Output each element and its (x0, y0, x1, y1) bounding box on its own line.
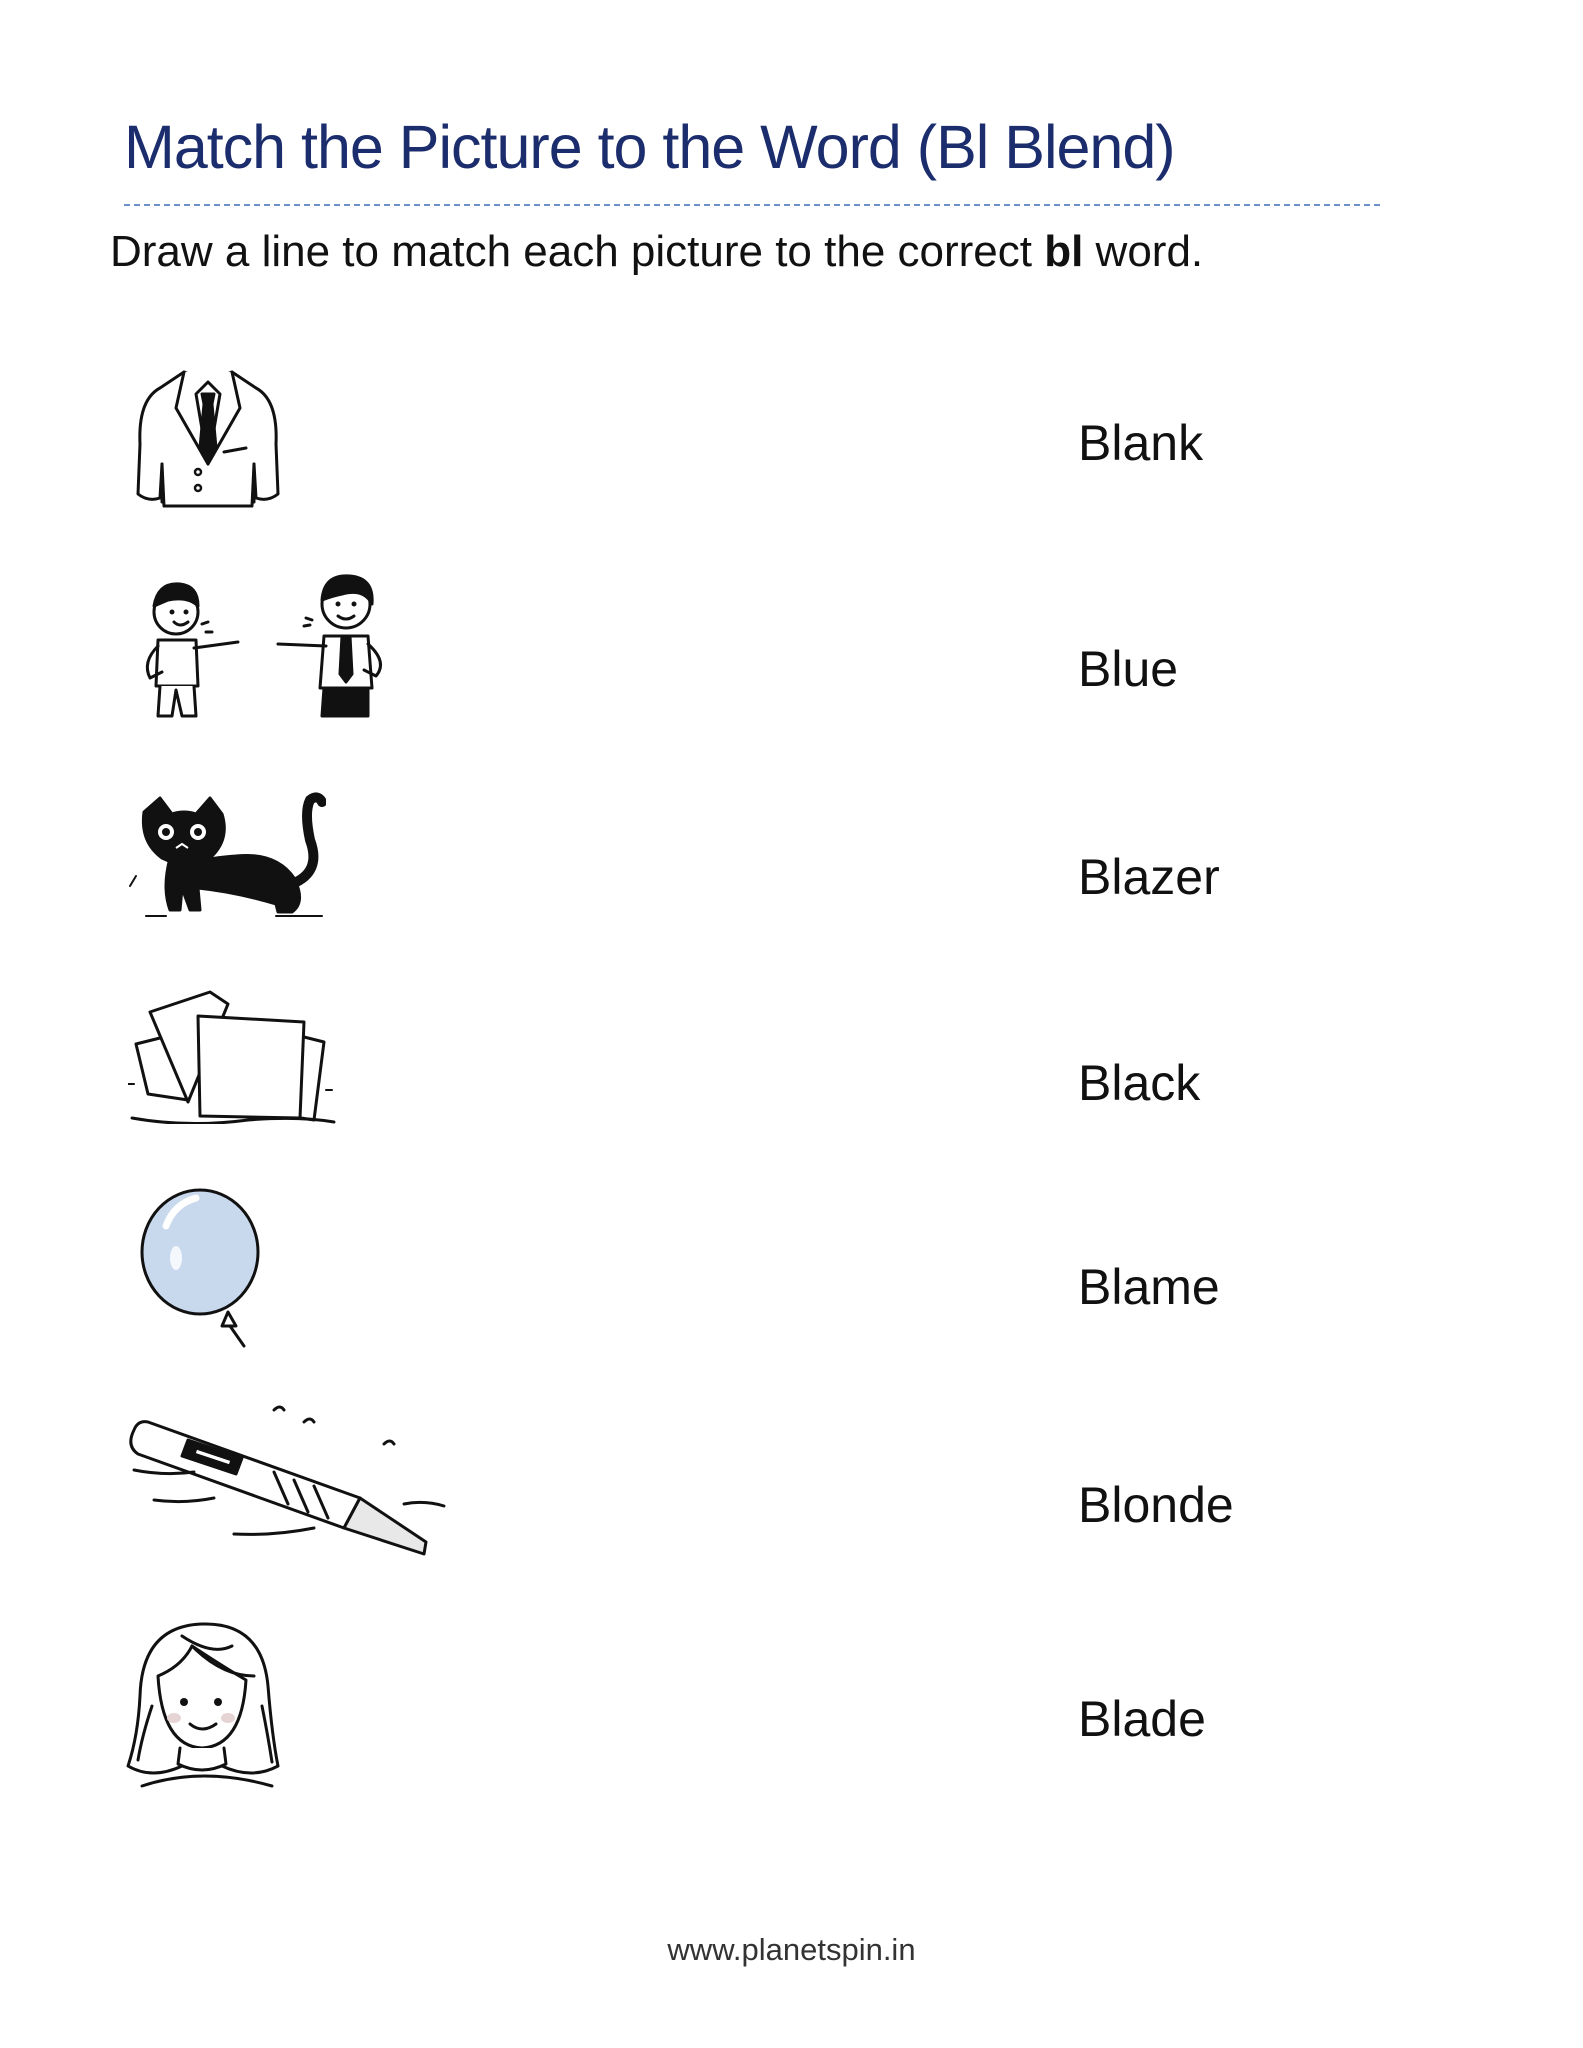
word-option[interactable]: Blame (1078, 1259, 1220, 1315)
picture-blame[interactable] (128, 566, 398, 726)
picture-blade[interactable] (124, 1400, 454, 1560)
worksheet-title: Match the Picture to the Word (Bl Blend) (124, 113, 1175, 181)
word-option[interactable]: Blank (1078, 415, 1204, 471)
picture-blank-paper[interactable] (128, 984, 338, 1124)
blazer-icon (128, 364, 288, 514)
word-option[interactable]: Blade (1078, 1691, 1206, 1747)
word-option[interactable]: Blazer (1078, 849, 1220, 905)
instructions-text: Draw a line to match each picture to the correct (110, 227, 1045, 276)
blank-paper-icon (128, 984, 338, 1124)
word-option[interactable]: Black (1078, 1055, 1201, 1111)
footer-website: www.planetspin.in (667, 1932, 916, 1967)
blonde-girl-icon (122, 1616, 292, 1796)
blame-icon (128, 566, 398, 726)
picture-blue-balloon[interactable] (138, 1186, 268, 1350)
blade-icon (124, 1400, 454, 1560)
picture-blonde-girl[interactable] (122, 1616, 292, 1796)
picture-black-cat[interactable] (126, 792, 326, 922)
blue-balloon-icon (138, 1186, 268, 1350)
title-divider (124, 204, 1380, 206)
instructions-text-end: word. (1083, 227, 1204, 276)
picture-blazer[interactable] (128, 364, 288, 514)
word-option[interactable]: Blonde (1078, 1477, 1234, 1533)
black-cat-icon (126, 792, 326, 922)
word-option[interactable]: Blue (1078, 641, 1179, 697)
instructions (110, 227, 1203, 277)
instructions-blend: bl (1044, 227, 1084, 276)
